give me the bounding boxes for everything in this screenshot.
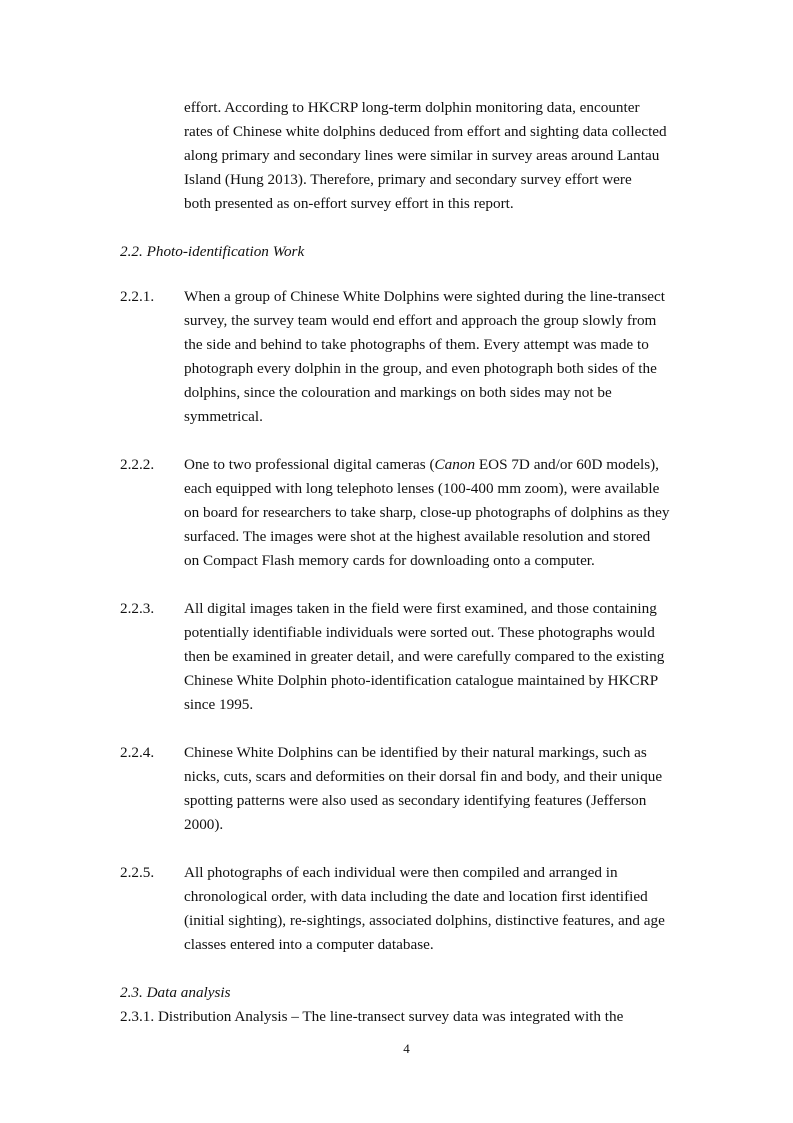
paragraph-number: 2.2.4. — [120, 744, 155, 761]
section-heading-2-3: 2.3. Data analysis — [120, 984, 231, 1001]
text-line: each equipped with long telephoto lenses (100-400 mm zoom), were available — [184, 480, 660, 497]
text-line: classes entered into a computer database. — [184, 936, 434, 953]
text-line: (initial sighting), re-sightings, associated dolphins, distinctive features, and age — [184, 912, 665, 929]
paragraph-number: 2.2.5. — [120, 864, 155, 881]
section-heading-2-2: 2.2. Photo-identification Work — [120, 243, 305, 260]
text-line: dolphins, since the colouration and markings on both sides may not be — [184, 384, 612, 401]
text-line: spotting patterns were also used as secondary identifying features (Jefferson — [184, 792, 647, 809]
text-line: All photographs of each individual were then compiled and arranged in — [184, 864, 618, 881]
page-number: 4 — [403, 1041, 410, 1056]
text-line: nicks, cuts, scars and deformities on their dorsal fin and body, and their unique — [184, 768, 663, 785]
text-line: on Compact Flash memory cards for downloading onto a computer. — [184, 552, 595, 569]
text-line: symmetrical. — [184, 408, 263, 425]
text-segment: EOS 7D and/or 60D models), — [475, 456, 659, 473]
text-line: Chinese White Dolphins can be identified by their natural markings, such as — [184, 744, 647, 761]
text-line — [184, 453, 659, 477]
text-line: photograph every dolphin in the group, and even photograph both sides of the — [184, 360, 657, 377]
text-line: survey, the survey team would end effort and approach the group slowly from — [184, 312, 657, 329]
text-line: effort. According to HKCRP long-term dolphin monitoring data, encounter — [184, 99, 640, 116]
paragraph-number: 2.2.2. — [120, 456, 155, 473]
text-line: since 1995. — [184, 696, 254, 713]
text-line: along primary and secondary lines were similar in survey areas around Lantau — [184, 147, 660, 164]
text-line: surfaced. The images were shot at the highest available resolution and stored — [184, 528, 651, 545]
text-line: All digital images taken in the field were first examined, and those containing — [184, 600, 657, 617]
text-line: both presented as on-effort survey effort in this report. — [184, 195, 514, 212]
text-line: Chinese White Dolphin photo-identification catalogue maintained by HKCRP — [184, 672, 659, 689]
paragraph-number: 2.2.3. — [120, 600, 155, 617]
paragraph-2-3-1-line: 2.3.1. Distribution Analysis – The line-transect survey data was integrated with the — [120, 1008, 624, 1025]
text-segment: One to two professional digital cameras ( — [184, 456, 435, 473]
text-line: on board for researchers to take sharp, close-up photographs of dolphins as they — [184, 504, 670, 521]
text-line: When a group of Chinese White Dolphins were sighted during the line-transect — [184, 288, 665, 305]
text-line: rates of Chinese white dolphins deduced from effort and sighting data collected — [184, 123, 667, 140]
text-line: 2000). — [184, 816, 224, 833]
italic-text-segment: Canon — [434, 456, 476, 473]
text-line: Island (Hung 2013). Therefore, primary and secondary survey effort were — [184, 171, 632, 188]
text-line: chronological order, with data including the date and location first identified — [184, 888, 648, 905]
text-line: the side and behind to take photographs of them. Every attempt was made to — [184, 336, 649, 353]
text-line: then be examined in greater detail, and were carefully compared to the existing — [184, 648, 665, 665]
paragraph-number: 2.2.1. — [120, 288, 155, 305]
text-line: potentially identifiable individuals were sorted out. These photographs would — [184, 624, 655, 641]
